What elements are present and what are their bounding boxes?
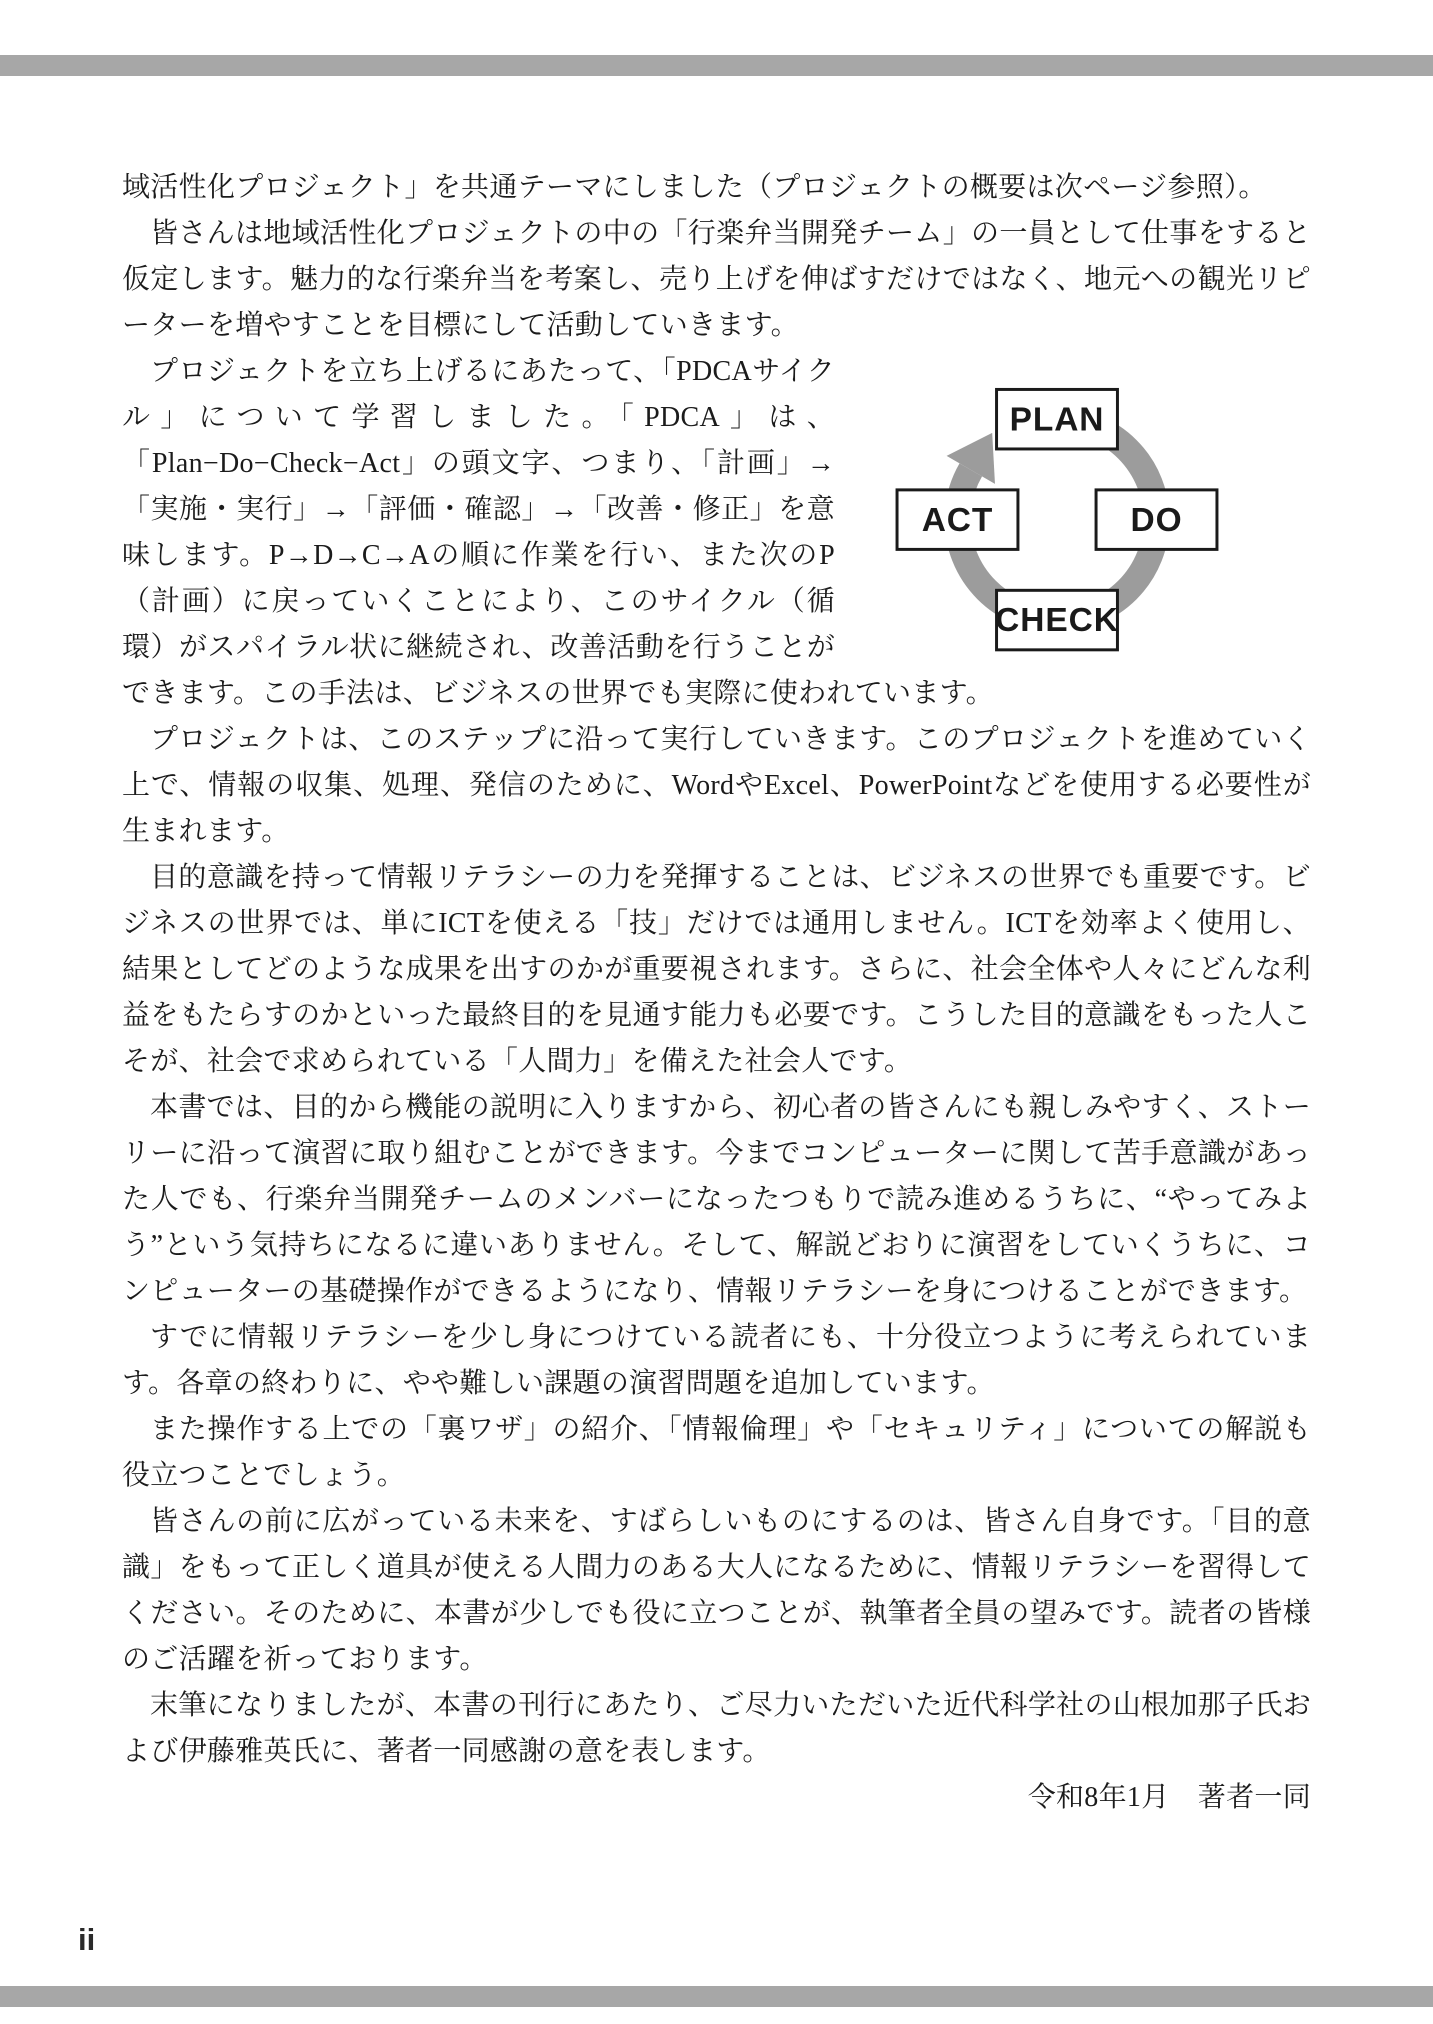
date-author-line: 令和8年1月 著者一同 <box>1027 1782 1311 1813</box>
page-number: ii <box>78 1922 96 1957</box>
pdca-cycle-arrow-icon <box>871 382 1243 661</box>
body-paragraph: 末筆になりましたが、本書の刊行にあたり、ご尽力いただいた近代科学社の山根加那子氏および伊藤雅英氏に、著者一同感謝の意を表します。 <box>122 1690 1311 1767</box>
body-paragraph: また操作する上での「裏ワザ」の紹介、「情報倫理」や「セキュリティ」についての解説も役立つことでしょう。 <box>122 1414 1311 1491</box>
body-paragraph: 域活性化プロジェクト」を共通テーマにしました（プロジェクトの概要は次ページ参照）。 <box>122 172 1267 203</box>
bottom-rule-bar <box>0 1986 1433 2007</box>
body-paragraph: 皆さんは地域活性化プロジェクトの中の「行楽弁当開発チーム」の一員として仕事をすると仮定します。魅力的な行楽弁当を考案し、売り上げを伸ばすだけではなく、地元への観光リピーターを増やすことを目標にして活動していきます。 <box>122 218 1311 341</box>
pdca-node-act-label: ACT <box>921 501 994 539</box>
body-paragraph: すでに情報リテラシーを少し身につけている読者にも、十分役立つように考えられています。各章の終わりに、やや難しい課題の演習問題を追加しています。 <box>122 1322 1311 1399</box>
body-paragraph: 目的意識を持って情報リテラシーの力を発揮することは、ビジネスの世界でも重要です。ビジネスの世界では、単にICTを使える「技」だけでは通用しません。ICTを効率よく使用し、結果としてどのような成果を出すのかが重要視されます。さらに、社会全体や人々にどんな利益をもたらすのかといった最終目的を見通す能力も必要です。こうした目的意識をもった人こそが、社会で求められている「人間力」を備えた社会人です。 <box>122 862 1311 1077</box>
body-paragraph: プロジェクトを立ち上げるにあたって、「PDCAサイクル」について学習しました。「PDCA」は、「Plan−Do−Check−Act」の頭文字、つまり、「計画」→「実施・実行」→「評価・確認」→「改善・修正」を意味します。P→D→C→Aの順に作業を行い、また次のP（計画）に戻っていくことにより、このサイクル（循環）がスパイラル状に継続され、改善活動を行うことができます。この手法は、ビジネスの世界でも実際に使われています。 <box>122 356 994 709</box>
body-paragraph: プロジェクトは、このステップに沿って実行していきます。このプロジェクトを進めていく上で、情報の収集、処理、発信のために、WordやExcel、PowerPointなどを使用する必要性が生まれます。 <box>122 724 1311 847</box>
top-rule-bar <box>0 55 1433 76</box>
pdca-cycle-diagram <box>835 349 1311 669</box>
pdca-node-check-label: CHECK <box>995 602 1119 640</box>
pdca-node-do-label: DO <box>1130 501 1183 539</box>
body-paragraph: 本書では、目的から機能の説明に入りますから、初心者の皆さんにも親しみやすく、ストーリーに沿って演習に取り組むことができます。今までコンピューターに関して苦手意識があった人でも、行楽弁当開発チームのメンバーになったつもりで読み進めるうちに、“やってみよう”という気持ちになるに違いありません。そして、解説どおりに演習をしていくうちに、コンピューターの基礎操作ができるようになり、情報リテラシーを身につけることができます。 <box>122 1092 1311 1307</box>
pdca-node-plan-label: PLAN <box>1009 401 1105 439</box>
body-paragraph: 皆さんの前に広がっている未来を、すばらしいものにするのは、皆さん自身です。「目的意識」をもって正しく道具が使える人間力のある大人になるために、情報リテラシーを習得してください。そのために、本書が少しでも役に立つことが、執筆者全員の望みです。読者の皆様のご活躍を祈っております。 <box>122 1506 1311 1675</box>
body-text-column <box>122 165 1311 1821</box>
